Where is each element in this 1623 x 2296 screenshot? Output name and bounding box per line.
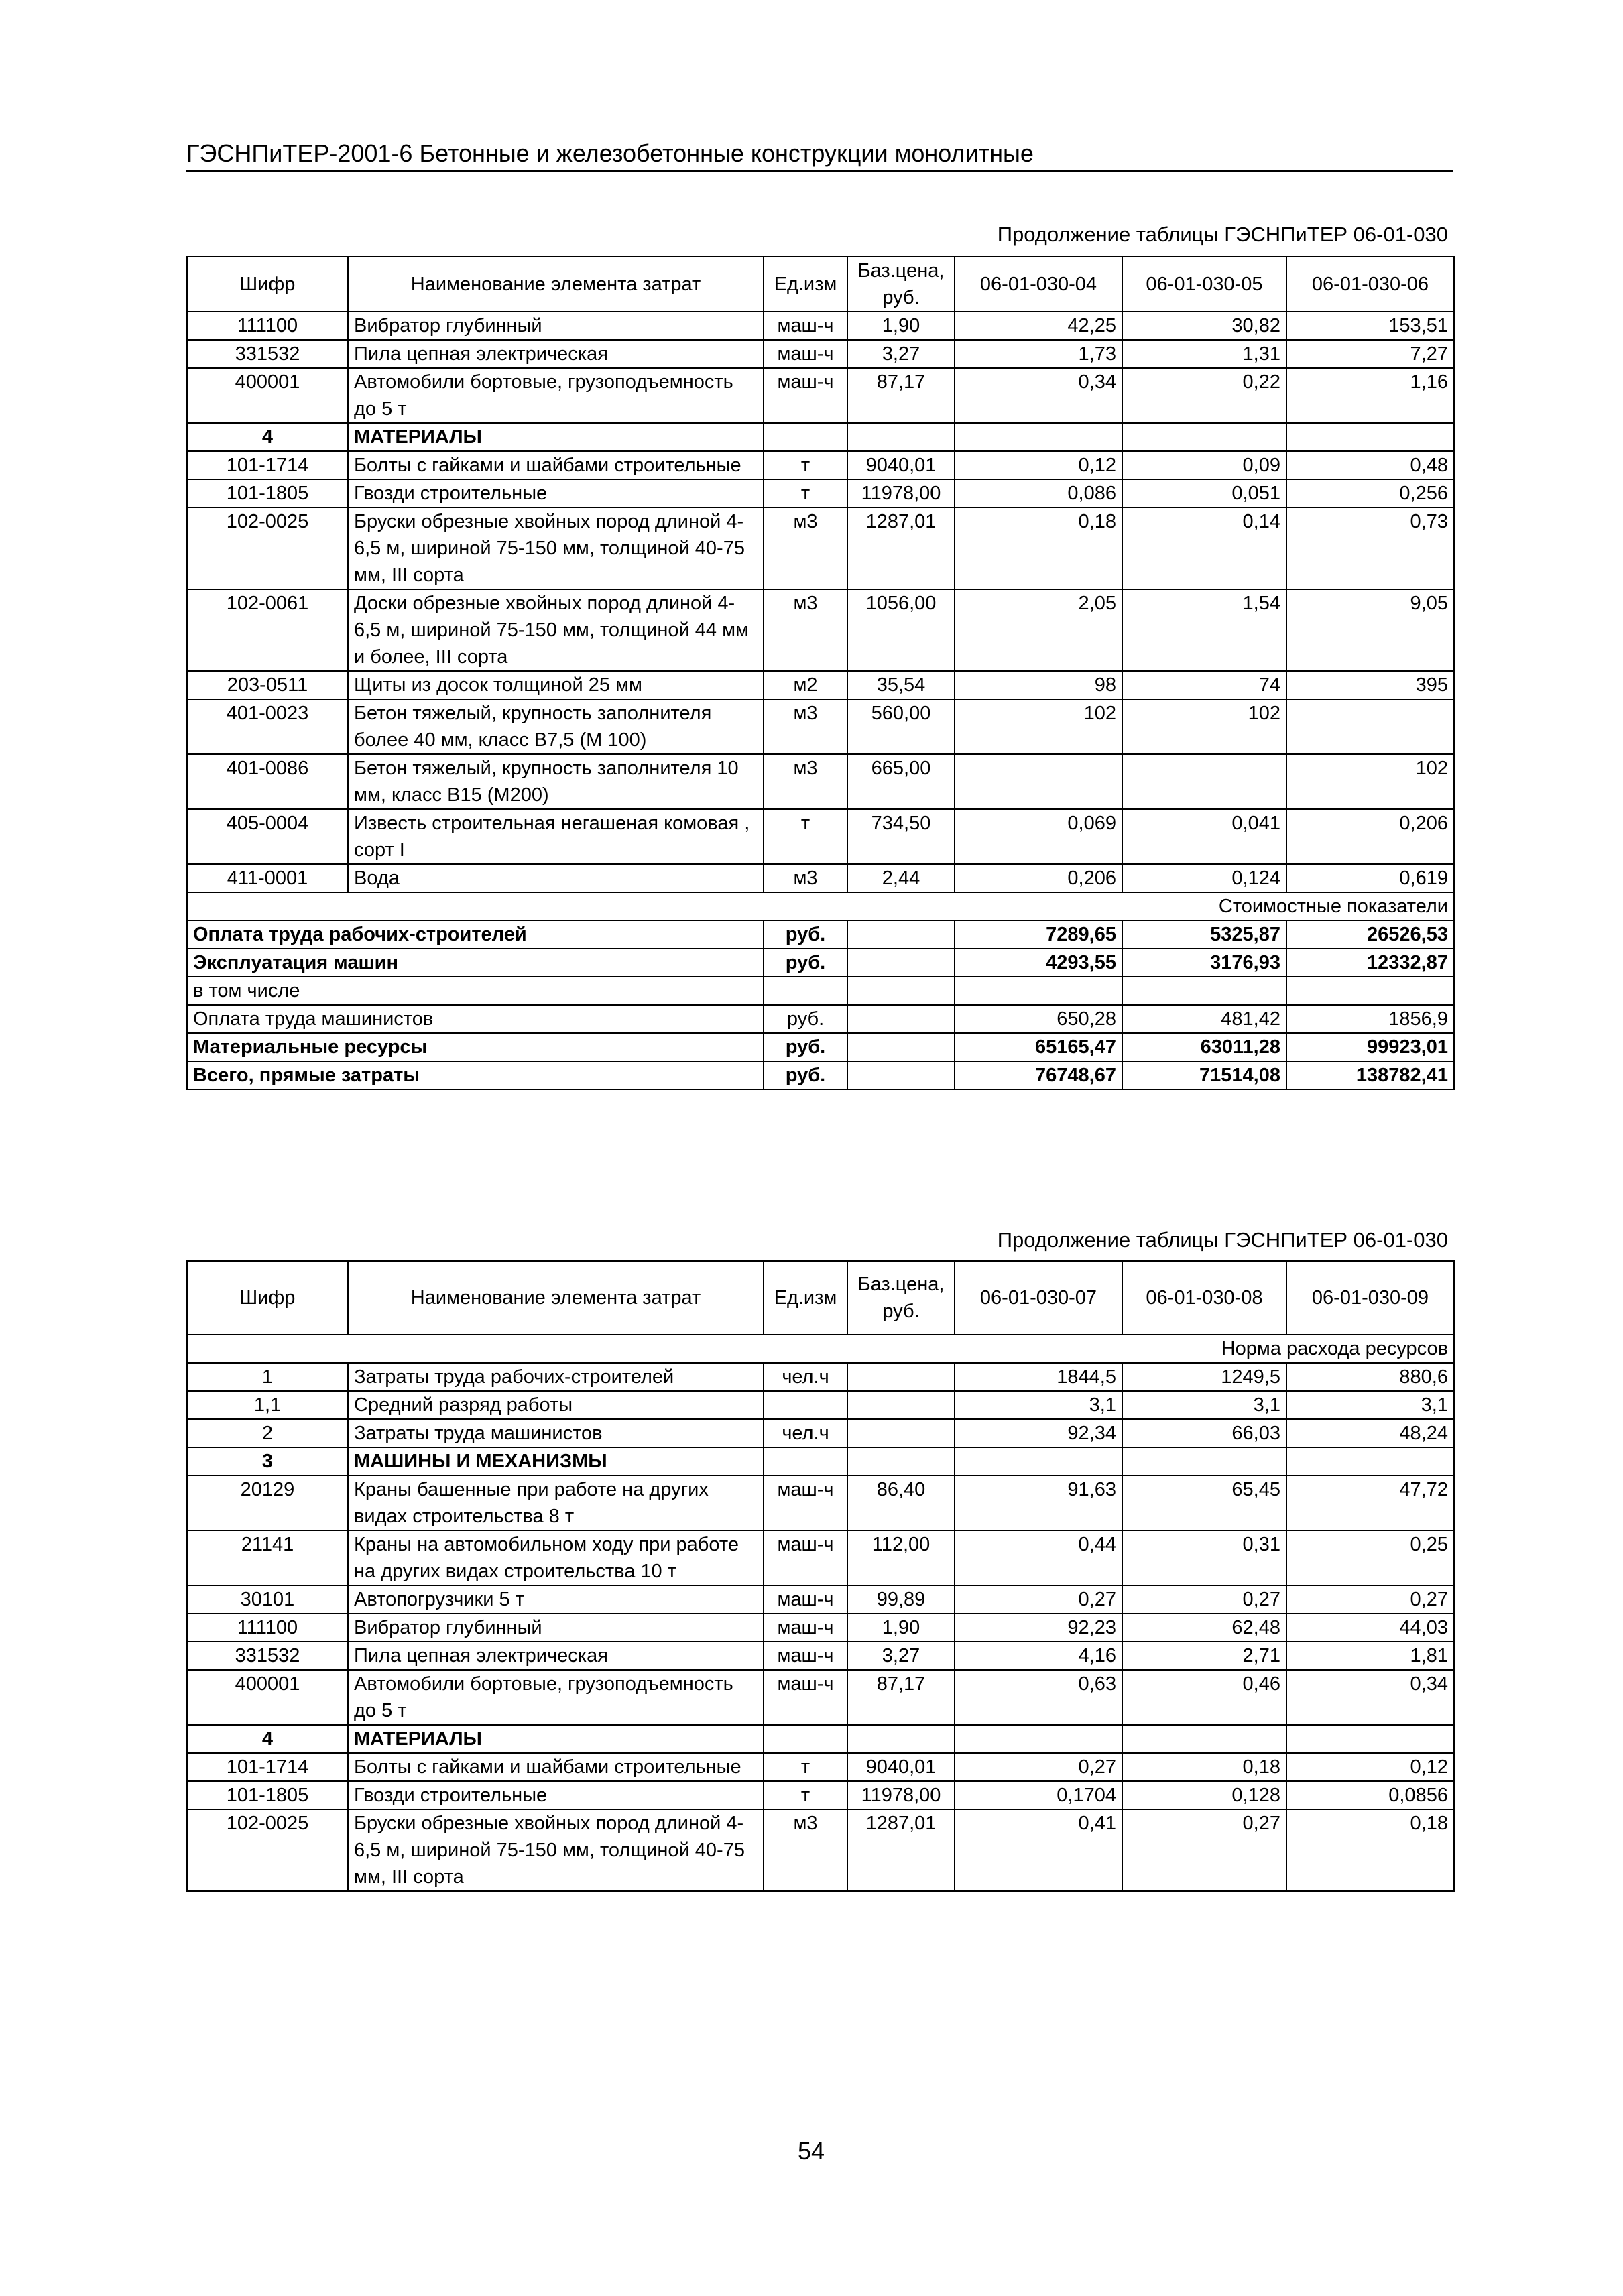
cell-code: 405-0004	[187, 809, 348, 864]
cell-code: 401-0023	[187, 699, 348, 754]
cell-value: 65,45	[1122, 1475, 1286, 1530]
cell-value: 92,23	[955, 1614, 1122, 1642]
cell-price: 1287,01	[847, 1809, 955, 1891]
cell-code: 331532	[187, 340, 348, 368]
col-rate-1: 06-01-030-04	[955, 257, 1122, 312]
cell-name: Автомобили бортовые, грузоподъемность до 5 т	[348, 368, 764, 423]
cell-value: 91,63	[955, 1475, 1122, 1530]
cell-name: Бетон тяжелый, крупность заполнителя 10 мм, класс В15 (М200)	[348, 754, 764, 809]
norm-label-row	[187, 1335, 1454, 1363]
cost-row	[187, 1033, 1454, 1061]
cell-unit: маш-ч	[764, 1530, 847, 1585]
table-row	[187, 451, 1454, 479]
cell-value: 102	[955, 699, 1122, 754]
cell-unit: т	[764, 1781, 847, 1809]
cell-unit: т	[764, 479, 847, 507]
cost-price-empty	[847, 1005, 955, 1033]
cell-value: 0,27	[1286, 1585, 1454, 1614]
cell-unit	[764, 1725, 847, 1753]
cell-price	[847, 423, 955, 451]
cell-code: 400001	[187, 368, 348, 423]
cell-price	[847, 1391, 955, 1419]
table-row	[187, 1391, 1454, 1419]
cell-value: 44,03	[1286, 1614, 1454, 1642]
table-row	[187, 312, 1454, 340]
col-rate-3: 06-01-030-06	[1286, 257, 1454, 312]
cell-name: Краны башенные при работе на других видах строительства 8 т	[348, 1475, 764, 1530]
cell-price: 2,44	[847, 864, 955, 892]
cell-code: 101-1805	[187, 1781, 348, 1809]
cost-value: 99923,01	[1286, 1033, 1454, 1061]
cell-price	[847, 1363, 955, 1391]
cost-value: 650,28	[955, 1005, 1122, 1033]
cell-unit: маш-ч	[764, 1670, 847, 1725]
cell-value: 0,41	[955, 1809, 1122, 1891]
cell-code: 102-0025	[187, 507, 348, 589]
table-row	[187, 671, 1454, 699]
col-code: Шифр	[187, 257, 348, 312]
cell-price: 1,90	[847, 1614, 955, 1642]
cell-value: 0,041	[1122, 809, 1286, 864]
cell-price	[847, 1725, 955, 1753]
cell-price: 87,17	[847, 1670, 955, 1725]
cell-value: 0,27	[955, 1585, 1122, 1614]
cell-name: Бруски обрезные хвойных пород длиной 4-6,5 м, шириной 75-150 мм, толщиной 40-75 мм, III сорта	[348, 1809, 764, 1891]
cost-row	[187, 920, 1454, 949]
cell-value: 0,069	[955, 809, 1122, 864]
table-row	[187, 864, 1454, 892]
cell-unit: м3	[764, 754, 847, 809]
table-row	[187, 1363, 1454, 1391]
cell-value: 1,16	[1286, 368, 1454, 423]
cost-unit: руб.	[764, 1033, 847, 1061]
cell-unit	[764, 1391, 847, 1419]
cell-value: 0,256	[1286, 479, 1454, 507]
cost-price-empty	[847, 949, 955, 977]
cell-name: Автомобили бортовые, грузоподъемность до 5 т	[348, 1670, 764, 1725]
cell-value	[1286, 1447, 1454, 1475]
cell-value: 102	[1286, 754, 1454, 809]
cost-label: Стоимостные показатели	[187, 892, 1454, 920]
cell-value: 2,71	[1122, 1642, 1286, 1670]
cell-value	[1286, 699, 1454, 754]
cell-price: 1056,00	[847, 589, 955, 671]
table-row	[187, 1614, 1454, 1642]
table-row	[187, 1475, 1454, 1530]
cell-value: 2,05	[955, 589, 1122, 671]
cell-unit: маш-ч	[764, 1642, 847, 1670]
cell-value: 0,086	[955, 479, 1122, 507]
cost-label-row	[187, 892, 1454, 920]
cell-name: Вода	[348, 864, 764, 892]
cell-price: 35,54	[847, 671, 955, 699]
cell-value: 0,73	[1286, 507, 1454, 589]
cell-value: 66,03	[1122, 1419, 1286, 1447]
cell-price: 86,40	[847, 1475, 955, 1530]
table-row	[187, 699, 1454, 754]
cell-value	[1122, 1725, 1286, 1753]
table-row	[187, 1809, 1454, 1891]
cell-value: 3,1	[1122, 1391, 1286, 1419]
cell-value: 7,27	[1286, 340, 1454, 368]
cell-name: Доски обрезные хвойных пород длиной 4-6,5 м, шириной 75-150 мм, толщиной 44 мм и более, III сорта	[348, 589, 764, 671]
cell-name: Краны на автомобильном ходу при работе на других видах строительства 10 т	[348, 1530, 764, 1585]
cell-unit: т	[764, 1753, 847, 1781]
cell-code: 111100	[187, 1614, 348, 1642]
cell-code: 101-1714	[187, 451, 348, 479]
cell-code: 203-0511	[187, 671, 348, 699]
col-unit: Ед.изм	[764, 1261, 847, 1335]
cell-price: 1,90	[847, 312, 955, 340]
table-row	[187, 1585, 1454, 1614]
cell-code: 401-0086	[187, 754, 348, 809]
cell-unit: чел.ч	[764, 1419, 847, 1447]
table2-body	[187, 1363, 1454, 1891]
cell-name: Известь строительная негашеная комовая , сорт I	[348, 809, 764, 864]
cell-name: Вибратор глубинный	[348, 1614, 764, 1642]
cell-price: 734,50	[847, 809, 955, 864]
cell-price: 3,27	[847, 340, 955, 368]
cost-value: 12332,87	[1286, 949, 1454, 977]
table1-cost-rows	[187, 920, 1454, 1089]
cell-name: Автопогрузчики 5 т	[348, 1585, 764, 1614]
cell-name: Средний разряд работы	[348, 1391, 764, 1419]
cell-value: 0,34	[955, 368, 1122, 423]
cell-unit: м3	[764, 864, 847, 892]
cell-value: 0,27	[955, 1753, 1122, 1781]
cell-name: Пила цепная электрическая	[348, 1642, 764, 1670]
cell-unit: м3	[764, 589, 847, 671]
cost-unit: руб.	[764, 1061, 847, 1089]
cell-value	[955, 1447, 1122, 1475]
cell-price: 87,17	[847, 368, 955, 423]
cost-value: 63011,28	[1122, 1033, 1286, 1061]
cell-value: 0,12	[955, 451, 1122, 479]
table-row	[187, 340, 1454, 368]
table-row	[187, 1642, 1454, 1670]
cell-name: Пила цепная электрическая	[348, 340, 764, 368]
cost-price-empty	[847, 1061, 955, 1089]
cell-name: МАТЕРИАЛЫ	[348, 423, 764, 451]
col-price: Баз.цена, руб.	[847, 1261, 955, 1335]
cell-value	[1122, 754, 1286, 809]
col-rate-3: 06-01-030-09	[1286, 1261, 1454, 1335]
cell-unit: маш-ч	[764, 368, 847, 423]
cell-value: 1,81	[1286, 1642, 1454, 1670]
cell-unit: м3	[764, 1809, 847, 1891]
cost-price-empty	[847, 977, 955, 1005]
table-row	[187, 1419, 1454, 1447]
cell-value: 9,05	[1286, 589, 1454, 671]
cost-price-empty	[847, 1033, 955, 1061]
cell-value: 0,22	[1122, 368, 1286, 423]
cell-value: 0,18	[1122, 1753, 1286, 1781]
cost-row	[187, 1005, 1454, 1033]
cell-price: 1287,01	[847, 507, 955, 589]
cell-value: 0,14	[1122, 507, 1286, 589]
cell-value: 1,73	[955, 340, 1122, 368]
cell-name: Болты с гайками и шайбами строительные	[348, 451, 764, 479]
cell-value: 30,82	[1122, 312, 1286, 340]
cell-value: 98	[955, 671, 1122, 699]
cell-value: 1,54	[1122, 589, 1286, 671]
cell-name: МАТЕРИАЛЫ	[348, 1725, 764, 1753]
cell-value: 1,31	[1122, 340, 1286, 368]
cell-unit: маш-ч	[764, 1585, 847, 1614]
cell-value: 74	[1122, 671, 1286, 699]
col-price: Баз.цена, руб.	[847, 257, 955, 312]
cost-value	[1122, 977, 1286, 1005]
cell-name: Затраты труда машинистов	[348, 1419, 764, 1447]
cell-value	[1286, 1725, 1454, 1753]
cell-value: 0,619	[1286, 864, 1454, 892]
cell-value: 0,124	[1122, 864, 1286, 892]
cell-code: 4	[187, 1725, 348, 1753]
cell-value: 3,1	[955, 1391, 1122, 1419]
cost-value: 5325,87	[1122, 920, 1286, 949]
col-rate-2: 06-01-030-05	[1122, 257, 1286, 312]
cell-code: 331532	[187, 1642, 348, 1670]
cell-price: 11978,00	[847, 1781, 955, 1809]
table-row	[187, 479, 1454, 507]
cell-unit	[764, 423, 847, 451]
cell-name: Бетон тяжелый, крупность заполнителя более 40 мм, класс В7,5 (М 100)	[348, 699, 764, 754]
cell-code: 3	[187, 1447, 348, 1475]
cell-code: 20129	[187, 1475, 348, 1530]
cell-unit: маш-ч	[764, 312, 847, 340]
cost-value: 71514,08	[1122, 1061, 1286, 1089]
cell-code: 102-0061	[187, 589, 348, 671]
cost-label-cell: Эксплуатация машин	[187, 949, 764, 977]
cost-value: 3176,93	[1122, 949, 1286, 977]
table2-caption: Продолжение таблицы ГЭСНПиТЕР 06-01-030	[997, 1228, 1448, 1252]
cell-value: 0,206	[955, 864, 1122, 892]
cost-value	[955, 977, 1122, 1005]
cost-value: 7289,65	[955, 920, 1122, 949]
cell-value: 1249,5	[1122, 1363, 1286, 1391]
cell-value: 62,48	[1122, 1614, 1286, 1642]
table1-header-row	[187, 257, 1454, 312]
cell-price: 9040,01	[847, 451, 955, 479]
table-row	[187, 754, 1454, 809]
cell-unit: маш-ч	[764, 1614, 847, 1642]
cell-unit: м3	[764, 507, 847, 589]
cell-value: 0,34	[1286, 1670, 1454, 1725]
cell-unit: т	[764, 809, 847, 864]
table2	[186, 1260, 1455, 1892]
cell-value: 0,46	[1122, 1670, 1286, 1725]
table-row	[187, 589, 1454, 671]
cell-code: 21141	[187, 1530, 348, 1585]
cell-unit	[764, 1447, 847, 1475]
cost-label-cell: Оплата труда рабочих-строителей	[187, 920, 764, 949]
cell-value	[955, 423, 1122, 451]
cell-name: Щиты из досок толщиной 25 мм	[348, 671, 764, 699]
norm-label: Норма расхода ресурсов	[187, 1335, 1454, 1363]
table-row	[187, 1670, 1454, 1725]
cell-value: 48,24	[1286, 1419, 1454, 1447]
cell-price: 560,00	[847, 699, 955, 754]
table-row	[187, 809, 1454, 864]
section-row	[187, 1725, 1454, 1753]
cell-price	[847, 1419, 955, 1447]
cell-code: 102-0025	[187, 1809, 348, 1891]
col-rate-2: 06-01-030-08	[1122, 1261, 1286, 1335]
table-row	[187, 507, 1454, 589]
cell-name: Гвозди строительные	[348, 479, 764, 507]
table1-caption: Продолжение таблицы ГЭСНПиТЕР 06-01-030	[997, 223, 1448, 246]
cost-row	[187, 977, 1454, 1005]
cell-value: 880,6	[1286, 1363, 1454, 1391]
cost-row	[187, 949, 1454, 977]
cell-value	[1122, 1447, 1286, 1475]
cost-label-cell: Оплата труда машинистов	[187, 1005, 764, 1033]
table1-body	[187, 312, 1454, 892]
table-row	[187, 1753, 1454, 1781]
cell-value: 0,128	[1122, 1781, 1286, 1809]
cell-value: 395	[1286, 671, 1454, 699]
cell-unit: м3	[764, 699, 847, 754]
cell-code: 30101	[187, 1585, 348, 1614]
cost-label-cell: Материальные ресурсы	[187, 1033, 764, 1061]
cost-row	[187, 1061, 1454, 1089]
table-row	[187, 1781, 1454, 1809]
cell-value	[955, 1725, 1122, 1753]
cell-unit: маш-ч	[764, 340, 847, 368]
cell-name: Затраты труда рабочих-строителей	[348, 1363, 764, 1391]
cell-value: 0,12	[1286, 1753, 1454, 1781]
cell-name: МАШИНЫ И МЕХАНИЗМЫ	[348, 1447, 764, 1475]
table1	[186, 256, 1455, 1090]
cell-price: 665,00	[847, 754, 955, 809]
cell-value: 0,09	[1122, 451, 1286, 479]
cell-value: 0,18	[1286, 1809, 1454, 1891]
cell-value: 0,206	[1286, 809, 1454, 864]
cell-value: 0,27	[1122, 1585, 1286, 1614]
cost-unit: руб.	[764, 920, 847, 949]
cell-value: 153,51	[1286, 312, 1454, 340]
cost-price-empty	[847, 920, 955, 949]
col-rate-1: 06-01-030-07	[955, 1261, 1122, 1335]
cell-price	[847, 1447, 955, 1475]
cell-value: 92,34	[955, 1419, 1122, 1447]
cell-value	[1286, 423, 1454, 451]
cell-code: 1	[187, 1363, 348, 1391]
cost-unit	[764, 977, 847, 1005]
cost-label-cell: в том числе	[187, 977, 764, 1005]
col-unit: Ед.изм	[764, 257, 847, 312]
cost-value: 4293,55	[955, 949, 1122, 977]
cell-value: 0,48	[1286, 451, 1454, 479]
cell-code: 411-0001	[187, 864, 348, 892]
cell-value: 0,18	[955, 507, 1122, 589]
page-header: ГЭСНПиТЕР-2001-6 Бетонные и железобетонные конструкции монолитные	[186, 139, 1453, 172]
cell-name: Болты с гайками и шайбами строительные	[348, 1753, 764, 1781]
cell-name: Вибратор глубинный	[348, 312, 764, 340]
cell-value: 1844,5	[955, 1363, 1122, 1391]
table2-header-row	[187, 1261, 1454, 1335]
cell-code: 101-1805	[187, 479, 348, 507]
col-code: Шифр	[187, 1261, 348, 1335]
cell-price: 99,89	[847, 1585, 955, 1614]
cell-value: 3,1	[1286, 1391, 1454, 1419]
col-name: Наименование элемента затрат	[348, 257, 764, 312]
cell-value: 42,25	[955, 312, 1122, 340]
cost-label-cell: Всего, прямые затраты	[187, 1061, 764, 1089]
cost-unit: руб.	[764, 949, 847, 977]
cost-value: 65165,47	[955, 1033, 1122, 1061]
cell-code: 101-1714	[187, 1753, 348, 1781]
table-row	[187, 368, 1454, 423]
cell-value: 4,16	[955, 1642, 1122, 1670]
cell-value: 0,27	[1122, 1809, 1286, 1891]
cell-value	[955, 754, 1122, 809]
cell-value: 0,63	[955, 1670, 1122, 1725]
cost-value: 76748,67	[955, 1061, 1122, 1089]
cell-unit: т	[764, 451, 847, 479]
cell-value	[1122, 423, 1286, 451]
cell-value: 0,051	[1122, 479, 1286, 507]
cell-price: 9040,01	[847, 1753, 955, 1781]
cost-value: 26526,53	[1286, 920, 1454, 949]
col-name: Наименование элемента затрат	[348, 1261, 764, 1335]
cell-value: 102	[1122, 699, 1286, 754]
cell-name: Бруски обрезные хвойных пород длиной 4-6,5 м, шириной 75-150 мм, толщиной 40-75 мм, III сорта	[348, 507, 764, 589]
cell-code: 4	[187, 423, 348, 451]
cost-value	[1286, 977, 1454, 1005]
cell-code: 400001	[187, 1670, 348, 1725]
cell-unit: чел.ч	[764, 1363, 847, 1391]
section-row	[187, 1447, 1454, 1475]
table-row	[187, 1530, 1454, 1585]
cell-price: 112,00	[847, 1530, 955, 1585]
cell-value: 0,0856	[1286, 1781, 1454, 1809]
cell-value: 0,44	[955, 1530, 1122, 1585]
cell-price: 3,27	[847, 1642, 955, 1670]
page-number: 54	[797, 2137, 825, 2165]
cell-value: 0,31	[1122, 1530, 1286, 1585]
cell-value: 0,1704	[955, 1781, 1122, 1809]
cost-value: 481,42	[1122, 1005, 1286, 1033]
cell-unit: маш-ч	[764, 1475, 847, 1530]
cell-unit: м2	[764, 671, 847, 699]
cell-code: 1,1	[187, 1391, 348, 1419]
cost-unit: руб.	[764, 1005, 847, 1033]
cell-code: 111100	[187, 312, 348, 340]
table1-costs	[187, 892, 1454, 920]
section-row	[187, 423, 1454, 451]
cost-value: 138782,41	[1286, 1061, 1454, 1089]
cell-name: Гвозди строительные	[348, 1781, 764, 1809]
cell-value: 0,25	[1286, 1530, 1454, 1585]
cell-code: 2	[187, 1419, 348, 1447]
cell-price: 11978,00	[847, 479, 955, 507]
cell-value: 47,72	[1286, 1475, 1454, 1530]
cost-value: 1856,9	[1286, 1005, 1454, 1033]
